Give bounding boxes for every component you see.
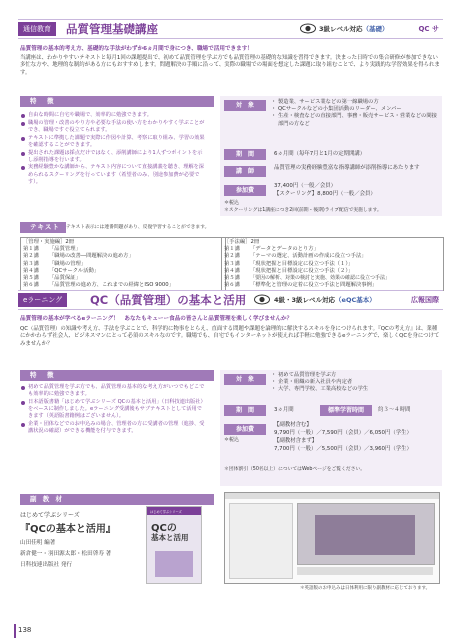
feature-item: 自由な時間に自宅や職場で、効率的に勉強できます。 <box>21 112 206 119</box>
book-cover-image <box>146 506 202 584</box>
elearning-screenshot <box>224 492 440 584</box>
fee-note-1: ＊税込 <box>224 200 240 206</box>
course-title: 「品質保証」 <box>49 275 81 282</box>
fee-item: 【副教材含まず】 <box>274 438 318 444</box>
feature-item: 初めて品質管理を学ぶ方でも、品質管理の基本的な考え方がいつでもどこでも効率的に勉強できます。 <box>21 384 206 398</box>
course-num: 第３講 <box>23 260 39 267</box>
course-row <box>224 282 441 289</box>
text-label: テキスト <box>20 222 66 233</box>
section1-title: 品質管理基礎講座 <box>66 22 158 36</box>
course-right-title: ［手法編］2冊 <box>224 239 260 245</box>
course-title: 「現状把握と目標設定に役立つ手法（１）」 <box>250 260 354 267</box>
course-row <box>224 261 441 268</box>
feature-item: 日本語版書籍「はじめて学ぶシリーズ QCの基本と活用」（日科技連出版社）をベースに制作しました。eラーニング受講後もサブテキストとして活用できます（英語版書籍例はございません）。 <box>21 399 206 421</box>
page-marker <box>14 624 16 638</box>
target-item: ・ 製造業、サービス業などの第一線職場の方 <box>272 99 440 106</box>
section2-lead: 品質管理の基本が学べるeラーニング！ あなたもキューー食品の皆さんと品質管理を楽しく学びませんか？ <box>20 316 293 322</box>
section1-intro: 当講座は、わかりやすいテキストと毎月1回の課題提出で、初めて品質管理を学ぶ方でも品質管理の基礎的な知識を習得できます。決まった日時での集合研修が参加できない多忙な方や、地理的な制約がある方にもおすすめします。問題解決の手順に沿って、実際の職場での場面を想定した課題に取り組むことで、より実践的な学習効果を得られます。 <box>20 55 440 76</box>
course-num: 第１講 <box>224 246 240 253</box>
course-num: 第６講 <box>224 282 240 289</box>
eye-icon <box>300 23 316 34</box>
section2-category: 広報国際 <box>411 296 439 304</box>
fee-value-2: 【スクーリング】8,800円（一般／会員） <box>274 191 376 197</box>
course-title: 「品質管理」 <box>49 246 81 253</box>
period-label: 期 間 <box>224 405 266 416</box>
course-num: 第４講 <box>224 267 240 274</box>
fee-note-2: ＊スクーリングは1講座につき2回(前期・後期)ライブ配信で実施します。 <box>224 208 382 213</box>
course-row <box>23 268 223 275</box>
course-num: 第５講 <box>23 275 39 282</box>
section1-features-list <box>21 112 206 187</box>
course-row <box>23 261 223 268</box>
book-series: はじめて学ぶシリーズ <box>20 512 80 519</box>
cover-illustration <box>155 551 193 577</box>
section1-category: QC サ <box>418 25 439 33</box>
book-author-2: 新倉健一・羽田源太郎・松田啓寿 著 <box>20 551 112 557</box>
text-note: テキスト表示には連番問題があり、反復学習することができます。 <box>66 225 210 230</box>
course-num: 第６講 <box>23 282 39 289</box>
course-title: 「職場の管理」 <box>49 260 87 267</box>
section2-header-bar <box>18 290 443 310</box>
fee-item: 9,790円（一般）／7,590円（会員）／6,050円（学生） <box>274 430 412 436</box>
course-num: 第２講 <box>23 253 39 260</box>
fee-item: 7,700円（一般）／5,500円（会員）／3,960円（学生） <box>274 446 412 452</box>
course-title: 「テーマの選定、活動計画の作成に役立つ手法」 <box>250 253 367 260</box>
course-num: 第２講 <box>224 253 240 260</box>
target-item: ・ 大学、専門学校、工業高校などの学生 <box>272 386 440 393</box>
instructor-label: 講 師 <box>224 166 266 177</box>
feature-item: 提出された課題は採点だけではなく、添削講師により1人ずつポイントを示し添削指導を行います。 <box>21 150 206 164</box>
section2-level: 4級・3級レベル対応（eQC基本） <box>274 296 376 304</box>
target-item: ・ 初めて品質管理を学ぶ方 <box>272 372 440 379</box>
course-row <box>23 253 223 260</box>
course-title: 「現状把握と目標設定に役立つ手法（２）」 <box>250 267 354 274</box>
instructor-value: 品質管理の実務経験豊富な指導講師が添削指導にあたります <box>274 165 420 171</box>
course-title: 「職場の改善―問題解決の進め方」 <box>49 253 134 260</box>
course-row <box>23 282 223 289</box>
target-item: ・ QCサークルなどの小集団活動のリーダー、メンバー <box>272 106 440 113</box>
fee-note: ＊税込 <box>224 437 240 443</box>
fee-value-1: 37,400円（一般／会員） <box>274 183 336 189</box>
section2-intro: QC（品質管理）の知識や考え方、手法を学ぶことで、科学的に物事をとらえ、直面する問題や課題を論理的に解決するスキルを身につけられます。『QCの考え方』は、業種にかかわらず社会人、ビジネスマンにとって必須のスキルなのです。職場でも、自宅でもインターネットが使えれば手軽に勉強できるeラーニングで、楽しくQCを身につけてみませんか？ <box>20 326 440 347</box>
period-value: 6ヵ月間（毎年7月と1月の定期開講） <box>274 151 366 157</box>
section2-features-header: 特 徴 <box>20 370 214 381</box>
course-row <box>224 268 441 275</box>
course-right <box>221 237 444 291</box>
target-label: 対 象 <box>224 100 266 111</box>
course-title: 「標準化と管理の定着に役立つ手法と問題解決事例」 <box>250 282 378 289</box>
target-item: ・ 生産・検査などの直接部門、事務・販売サービス・営業などの間接部門の方など <box>272 113 440 127</box>
course-left-title: ［管理・実施編］2冊 <box>23 239 75 245</box>
book-publisher: 日科技連出版社 発行 <box>20 562 73 568</box>
section2-title: QC（品質管理）の基本と活用 <box>90 293 247 307</box>
fee-label: 参加費 <box>224 185 266 196</box>
feature-item: テキストに準拠した課題で実際に作図や計算、考察に取り組み、学習の効果を確認することができます。 <box>21 135 206 149</box>
screenshot-note: ＊英語版のお申込みは日体利用に限り副教材に応じております。 <box>300 586 431 591</box>
page-number: 138 <box>18 626 32 634</box>
section1-level: 3級レベル対応（基礎） <box>319 25 389 33</box>
std-time-value: 約３～４時間 <box>378 407 411 413</box>
fee-label: 参加費 <box>224 424 266 435</box>
target-item: ・ 企業・組織の新入社員や内定者 <box>272 379 440 386</box>
target-list <box>272 99 440 128</box>
period-label: 期 間 <box>224 149 266 160</box>
feature-item: 職場の管理・改善のやり方や必要な手法の使い方をわかりやすく学ぶことができ、職場ですぐ役立てられます。 <box>21 120 206 134</box>
std-time-label: 標準学習時間 <box>320 405 372 416</box>
book-author-1: 山田佳明 編著 <box>20 540 56 546</box>
feature-item: 実務経験豊かな講師から、テキスト内容について直接講義を聴き、理解を深められるスクーリングを行っています（希望者のみ、別途参加費が必要です）。 <box>21 164 206 186</box>
period-value: 3ヵ月間 <box>274 407 294 413</box>
target-list <box>272 372 440 394</box>
course-title: 「要因の解析、対策の検討と実施、効果の確認に役立つ手法」 <box>250 275 391 282</box>
book-title: 『QCの基本と活用』 <box>20 524 116 535</box>
section1-tag: 通信教育 <box>18 22 56 36</box>
feature-item: 企業・団体などでのお申込みの場合、管理者の方に受講者の管理（進捗、受講状況の確認）ができる機能を付与できます。 <box>21 421 206 435</box>
cover-title-2: 基本と活用 <box>151 533 189 542</box>
section1-header-bar <box>18 19 443 39</box>
fee-note-2: ＊団体割引（50名以上）についてはWebページをご覧ください。 <box>224 467 366 472</box>
target-label: 対 象 <box>224 374 266 385</box>
course-num: 第３講 <box>224 260 240 267</box>
course-num: 第５講 <box>224 275 240 282</box>
course-title: 「QCサークル活動」 <box>49 267 100 274</box>
course-left <box>20 237 226 291</box>
sub-material-header: 副 教 材 <box>20 494 214 505</box>
course-title: 「品質管理の進め方、これまでの経緯とISO 9000」 <box>49 282 174 289</box>
section1-features-header: 特 徴 <box>20 96 214 107</box>
eye-icon <box>254 294 270 305</box>
cover-series: はじめて学ぶシリーズ <box>150 510 182 514</box>
fee-item: 【副教材含む】 <box>274 422 312 428</box>
course-num: 第４講 <box>23 267 39 274</box>
course-title: 「データとデータのとり方」 <box>250 246 319 253</box>
section1-lead: 品質管理の基本的考え方、基礎的な手法がわずか6ヵ月間で身につき、職場で活用できます！ <box>20 46 253 52</box>
section2-features-list <box>21 384 206 436</box>
cover-title-1: QCの <box>151 523 177 534</box>
course-row <box>224 253 441 260</box>
section2-tag: eラーニング <box>18 293 67 307</box>
course-num: 第１講 <box>23 246 39 253</box>
